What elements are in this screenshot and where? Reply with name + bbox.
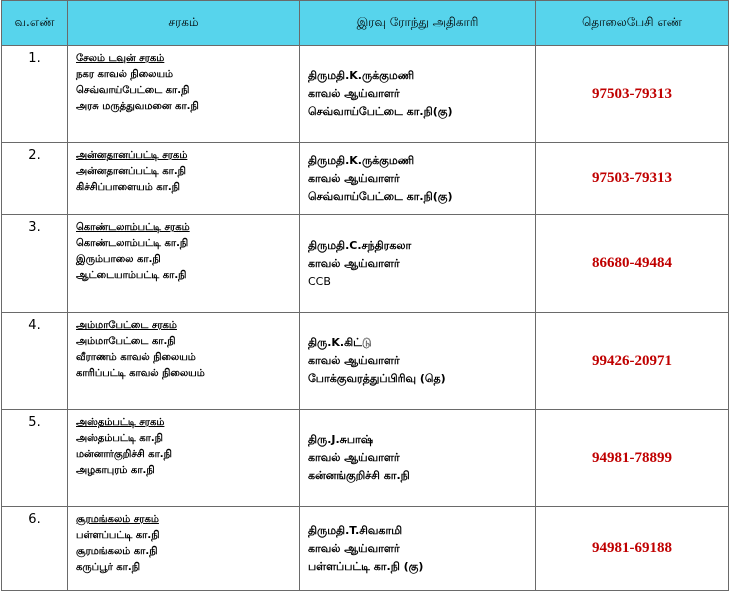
table-row [2,143,729,215]
officer-name: திருமதி.K.ருக்குமணி [308,153,415,167]
header-area: சரகம் [68,1,300,46]
officer-cell [300,507,536,591]
area-station: கிச்சிப்பாளையம் கா.நி [76,182,180,193]
night-patrol-table [1,0,729,591]
officer-rank: காவல் ஆய்வாளர் [308,256,400,270]
area-station: காரிப்பட்டி காவல் நிலையம் [76,368,205,379]
officer-rank: காவல் ஆய்வாளர் [308,541,400,555]
area-title: சேலம் டவுன் சரகம் [76,53,165,64]
officer-name: திருமதி.K.ருக்குமணி [308,69,415,82]
header-serial-number: வ.எண் [2,1,68,46]
officer-name: திருமதி.T.சிவகாமி [308,523,403,537]
serial-number: 6. [2,507,68,591]
area-cell [68,46,300,143]
header-night-patrol-officer: இரவு ரோந்து அதிகாரி [300,1,536,46]
area-title: கொண்டலாம்பட்டி சரகம் [76,222,190,233]
table-row [2,507,729,591]
officer-rank: காவல் ஆய்வாளர் [308,354,400,367]
area-title: அன்னதானப்பட்டி சரகம் [76,150,188,161]
officer-cell [300,143,536,215]
header-row [2,1,729,46]
area-station: செவ்வாய்பேட்டை கா.நி [76,85,190,96]
serial-number: 5. [2,410,68,507]
area-station: அரசு மருத்துவமனை கா.நி [76,101,199,112]
area-station: இரும்பாலை கா.நி [76,254,161,265]
officer-cell [300,215,536,313]
area-cell [68,215,300,313]
officer-station: போக்குவரத்துப்பிரிவு (தெ) [308,372,446,385]
phone-number: 97503-79313 [536,143,729,215]
phone-number: 94981-69188 [536,507,729,591]
phone-number: 99426-20971 [536,313,729,410]
area-station: சூரமங்கலம் கா.நி [76,546,158,557]
area-station: வீராணம் காவல் நிலையம் [76,352,196,363]
phone-number: 94981-78899 [536,410,729,507]
phone-number: 86680-49484 [536,215,729,313]
area-station: பள்ளப்பட்டி கா.நி [76,530,160,541]
table-row [2,46,729,143]
area-station: அஸ்தம்பட்டி கா.நி [76,433,163,444]
serial-number: 4. [2,313,68,410]
area-cell [68,410,300,507]
area-station: அன்னதானப்பட்டி கா.நி [76,166,186,177]
area-station: ஆட்டையாம்பட்டி கா.நி [76,270,187,281]
officer-name: திரு.K.கிட்டு [308,336,372,349]
serial-number: 3. [2,215,68,313]
officer-station: பள்ளப்பட்டி கா.நி (கு) [308,559,424,573]
officer-station: செவ்வாய்பேட்டை கா.நி(கு) [308,189,453,203]
area-station: கருப்பூர் கா.நி [76,562,140,573]
area-station: அழகாபுரம் கா.நி [76,465,155,476]
officer-cell [300,313,536,410]
table-row [2,215,729,313]
officer-unit: CCB [308,274,331,288]
officer-rank: காவல் ஆய்வாளர் [308,87,400,100]
area-station: மன்னார்குறிச்சி கா.நி [76,449,172,460]
area-title: அஸ்தம்பட்டி சரகம் [76,417,165,428]
area-station: கொண்டலாம்பட்டி கா.நி [76,238,189,249]
officer-rank: காவல் ஆய்வாளர் [308,171,400,185]
header-phone-number: தொலைபேசி எண் [536,1,729,46]
officer-rank: காவல் ஆய்வாளர் [308,451,400,464]
area-title: அம்மாபேட்டை சரகம் [76,320,177,331]
officer-station: செவ்வாய்பேட்டை கா.நி(கு) [308,105,453,118]
area-cell [68,313,300,410]
phone-number: 97503-79313 [536,46,729,143]
officer-station: கன்னங்குறிச்சி கா.நி [308,469,410,482]
area-cell [68,143,300,215]
officer-cell [300,46,536,143]
officer-cell [300,410,536,507]
officer-name: திரு.J.சுபாஷ் [308,433,374,446]
area-title: சூரமங்கலம் சரகம் [76,514,159,525]
area-cell [68,507,300,591]
serial-number: 1. [2,46,68,143]
serial-number: 2. [2,143,68,215]
area-station: அம்மாபேட்டை கா.நி [76,336,176,347]
table-row [2,313,729,410]
officer-name: திருமதி.C.சந்திரகலா [308,238,412,252]
table-row [2,410,729,507]
area-station: நகர காவல் நிலையம் [76,69,174,80]
